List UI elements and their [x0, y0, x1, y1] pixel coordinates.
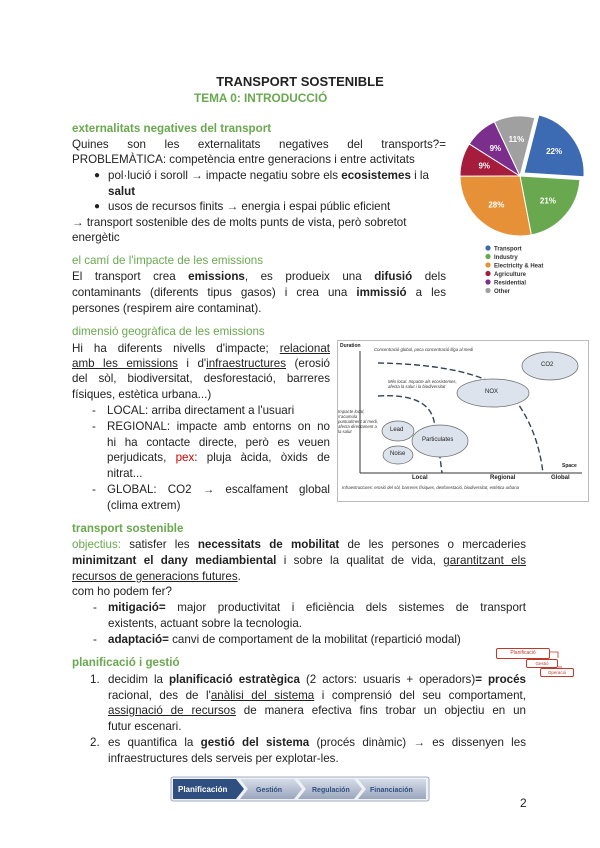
text: i la: [410, 169, 429, 182]
text-line: [108, 600, 526, 616]
flow-step-label: Planificación: [178, 785, 228, 794]
legend-swatch: [485, 279, 490, 284]
text-underlined: recursos de generacions futures: [72, 570, 238, 583]
text-bold: salut: [108, 184, 136, 198]
section-heading-transport-sostenible: transport sostenible: [72, 522, 184, 535]
dash-marker: -: [92, 483, 96, 496]
emissions-pie-chart: [452, 108, 592, 303]
sec3-line4: físiques, estètica urbana...): [72, 388, 212, 401]
legend-swatch: [485, 254, 490, 259]
text: , es produeix una: [244, 270, 375, 283]
text: (erosió: [286, 357, 330, 370]
arrow: [550, 652, 558, 658]
bubble-label-particulates: Particulates: [422, 437, 454, 443]
text-underlined: anàlisi del sistema: [210, 688, 315, 702]
sec3-line2: [72, 356, 330, 372]
pie-pct-label: 22%: [546, 147, 563, 157]
text-underlined: amb les emissions: [72, 357, 178, 370]
text: i sobre la qualitat de vida,: [276, 554, 444, 567]
geo-left-note: Impacte local, s'acumula puntualment al medi, afecta directament a la salut: [338, 409, 378, 434]
text: es quantifica la: [108, 736, 201, 749]
objectius-label: objectius:: [72, 538, 121, 551]
dash-marker: -: [93, 601, 97, 614]
pie-pct-label: 11%: [508, 134, 525, 144]
section-heading-planificacio: planificació i gestió: [72, 656, 180, 669]
text-line: [107, 450, 330, 466]
text-bold: planificació estratègica: [168, 673, 300, 686]
legend-swatch: [485, 288, 490, 293]
geo-mid-note: Més local. Impacte als ecosistemes, afecta la salut i la biodiversitat: [388, 379, 457, 389]
text-bold: emissions: [188, 270, 245, 283]
geo-bottom-note: Infraestructures: erosió del sòl, barreres físiques, desforestació, biodiversitat, estètica urbana: [342, 485, 519, 490]
sec1-conclusion-line1: → transport sostenible des de molts punts de vista, però sobretot: [72, 216, 407, 229]
sec3-item-local: [92, 403, 295, 419]
small-flow-item-1: Planificació: [496, 648, 550, 659]
legend-swatch: [485, 271, 490, 276]
text: satisfer les: [120, 538, 198, 551]
text: (procés dinàmic) → es dissenyen les: [309, 736, 526, 749]
text: usos de recursos finits → energia i espai públic eficient: [108, 200, 391, 213]
sec2-line3: persones (respirem aire contaminat).: [72, 302, 262, 315]
sec2-line1: [72, 269, 446, 285]
text: (clima extrem): [107, 498, 181, 512]
pie-pct-label: 9%: [478, 161, 491, 171]
section-heading-cami: el camí de l'impacte de les emissions: [72, 254, 264, 267]
text: perjudicats,: [107, 451, 176, 464]
text: (2 actors: usuaris + operadors): [299, 673, 476, 686]
bubble-label-lead: Lead: [390, 427, 404, 433]
section-heading-dimensio: dimensió geogràfica de les emissions: [72, 325, 265, 338]
sec3-line1: [72, 341, 330, 357]
bubble-label-co2: CO2: [541, 362, 554, 368]
sec4-line3: [72, 569, 241, 585]
text: nitrat...: [107, 466, 143, 480]
legend-swatch: [485, 262, 490, 267]
text: major productivitat i eficiència dels sistemes de transport: [165, 601, 526, 614]
x-tick-regional: Regional: [490, 475, 516, 481]
sec3-item-regional: [92, 419, 331, 481]
section-heading-externalitats: externalitats negatives del transport: [72, 122, 272, 135]
sec5-item-1: [90, 672, 526, 734]
small-flow-item-3: Operació: [540, 668, 574, 677]
text: existents, actuant sobre la tecnologia.: [108, 616, 302, 630]
pie-pct-label: 21%: [539, 196, 556, 206]
text: canvi de comportament de la mobilitat (repartició modal): [168, 633, 461, 646]
text-bold: = procés: [475, 673, 526, 686]
text-line: [108, 672, 526, 688]
text-underlined: infraestructures: [206, 357, 287, 370]
text: .: [237, 570, 241, 583]
legend-label: Industry: [494, 254, 518, 261]
dash-marker: -: [93, 633, 97, 646]
text: a les: [406, 286, 447, 299]
sec2-line2: [72, 285, 446, 301]
x-tick-local: Local: [412, 475, 428, 481]
text-underlined: relacionat: [279, 342, 330, 355]
page-number: 2: [520, 796, 527, 810]
flow-step-label: Gestión: [256, 787, 283, 794]
text: GLOBAL: CO2 → escalfament global: [107, 483, 330, 496]
pie-pct-label: 28%: [488, 200, 505, 210]
small-flow-item-2: Gestió: [526, 659, 558, 668]
text: decidim la: [108, 673, 169, 686]
legend-swatch: [485, 245, 490, 250]
text-bold: adaptació=: [108, 633, 169, 646]
text: hi ha contacte directe, però es veuen: [107, 435, 330, 449]
text: dels: [412, 270, 446, 283]
text: El transport crea: [72, 270, 189, 283]
geo-top-note: Concentració global, poca concentració lliga al medi: [374, 347, 474, 352]
sec3-item-global: [92, 482, 330, 513]
text-bold: difusió: [374, 270, 413, 283]
legend-label: Electricity & Heat: [494, 263, 544, 270]
text: LOCAL: arriba directament a l'usuari: [107, 404, 295, 417]
sec1-bullet-2: [94, 199, 391, 215]
text: racional, des de l': [108, 688, 211, 702]
text: i d': [177, 357, 207, 370]
text-bold: minimitzant el dany mediambiental: [72, 554, 277, 567]
sec5-item-2: [90, 735, 526, 766]
text: infraestructures dels serveis per explotar-les.: [108, 751, 339, 765]
text: i comprensió del seu comportament,: [314, 688, 526, 702]
sec4-line1: [72, 537, 526, 553]
sec1-bullet-1: [94, 168, 448, 199]
text: de les persones o mercaderies: [339, 538, 526, 551]
dash-marker: -: [92, 404, 96, 417]
x-tick-global: Global: [551, 475, 570, 481]
text-underlined: garantitzant els: [443, 554, 527, 567]
sec4-item-mitigacio: [93, 600, 526, 631]
bubble-label-nox: NOX: [485, 389, 499, 395]
text: futur escenari.: [108, 719, 182, 733]
text-red: pex: [175, 451, 195, 464]
pie-pct-label: 9%: [489, 144, 502, 154]
flow-bar: [170, 774, 432, 804]
sec3-line3: del sòl, biodiversitat, desforestació, barreres: [72, 372, 330, 385]
text-bold: ecosistemes: [341, 169, 411, 182]
text: Hi ha diferents nivells d'impacte;: [72, 342, 280, 355]
sec1-conclusion-line2: energètic: [72, 231, 120, 244]
list-number: 1.: [90, 673, 100, 686]
text-bold: gestió del sistema: [200, 736, 310, 749]
text: REGIONAL: impacte amb entorns on no: [107, 420, 330, 433]
geo-diagram: [337, 340, 589, 502]
dash-marker: -: [92, 420, 96, 433]
text-line: [108, 688, 526, 704]
text: de manera efectiva fins trobar un objectiu en un: [235, 704, 526, 717]
text-bold: immissió: [356, 286, 407, 299]
legend-label: Transport: [494, 246, 522, 253]
pie-legend: [485, 245, 543, 295]
bullet-dot: ●: [94, 170, 101, 181]
text: pol·lució i soroll → impacte negatiu sobre els: [108, 169, 342, 182]
pie-slices: [460, 115, 584, 236]
sec4-line4: com ho podem fer?: [72, 585, 172, 598]
list-number: 2.: [90, 736, 100, 749]
legend-label: Residential: [494, 280, 527, 287]
legend-label: Agriculture: [494, 271, 527, 278]
sec1-question-line2: PROBLEMÀTICA: competència entre generacions i entre activitats: [72, 153, 415, 166]
x-axis-label: Space: [562, 463, 577, 469]
bullet-dot: ●: [94, 201, 101, 212]
text: : pluja àcida, òxids de: [194, 451, 331, 464]
sec4-line2: [72, 553, 526, 569]
legend-label: Other: [494, 288, 511, 295]
sec4-item-adaptacio: [93, 632, 461, 648]
y-axis-label: Duration: [340, 343, 361, 349]
text-bold: necessitats de mobilitat: [197, 538, 340, 551]
text-line: [108, 735, 526, 751]
sec1-question-line1: Quines son les externalitats negatives del transports?=: [72, 138, 446, 151]
text-bold: mitigació=: [108, 601, 166, 614]
flow-step-label: Financiación: [370, 787, 413, 794]
text-underlined: assignació de recursos: [108, 704, 236, 717]
page-subtitle: TEMA 0: INTRODUCCIÓ: [194, 91, 328, 105]
text-line: [108, 703, 526, 719]
text: contaminants (diferents tipus gasos) i crea una: [72, 286, 357, 299]
flow-step-label: Regulación: [312, 787, 350, 794]
bubble-label-noise: Noise: [390, 451, 406, 457]
page-title: TRANSPORT SOSTENIBLE: [216, 74, 384, 89]
